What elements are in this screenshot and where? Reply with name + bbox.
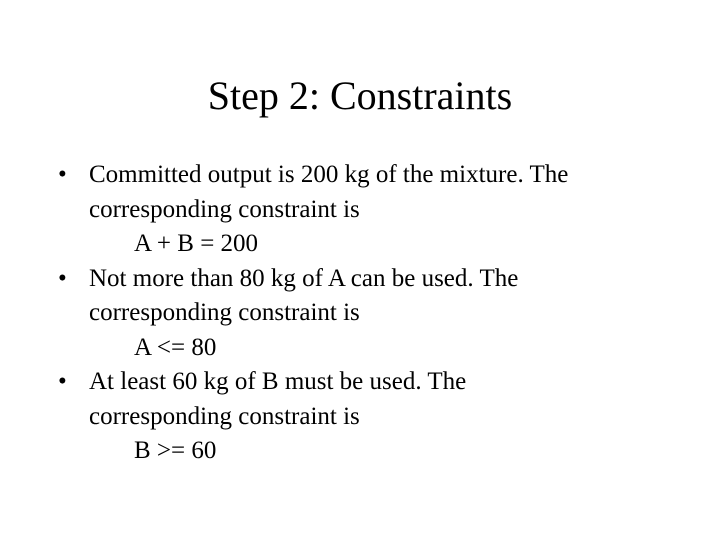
- bullet-text-line2: corresponding constraint is: [89, 402, 360, 430]
- bullet-item-output: [58, 158, 698, 262]
- constraint-formula: A <= 80: [134, 333, 217, 361]
- bullet-item-b-minimum: [58, 365, 698, 469]
- bullet-list: [58, 158, 698, 469]
- bullet-marker: •: [58, 264, 67, 292]
- bullet-text-line1: Committed output is 200 kg of the mixture. The: [89, 161, 569, 188]
- bullet-text-line2: corresponding constraint is: [89, 195, 360, 223]
- slide-title: Step 2: Constraints: [207, 73, 513, 118]
- bullet-text-line1: Not more than 80 kg of A can be used. The: [89, 264, 519, 292]
- bullet-text-line2: corresponding constraint is: [89, 299, 360, 326]
- bullet-text-line1: At least 60 kg of B must be used. The: [89, 368, 467, 395]
- bullet-marker: •: [58, 368, 67, 395]
- constraint-formula: A + B = 200: [134, 230, 259, 257]
- bullet-item-a-limit: [58, 262, 698, 366]
- bullet-marker: •: [58, 161, 67, 188]
- constraint-formula: B >= 60: [134, 437, 217, 464]
